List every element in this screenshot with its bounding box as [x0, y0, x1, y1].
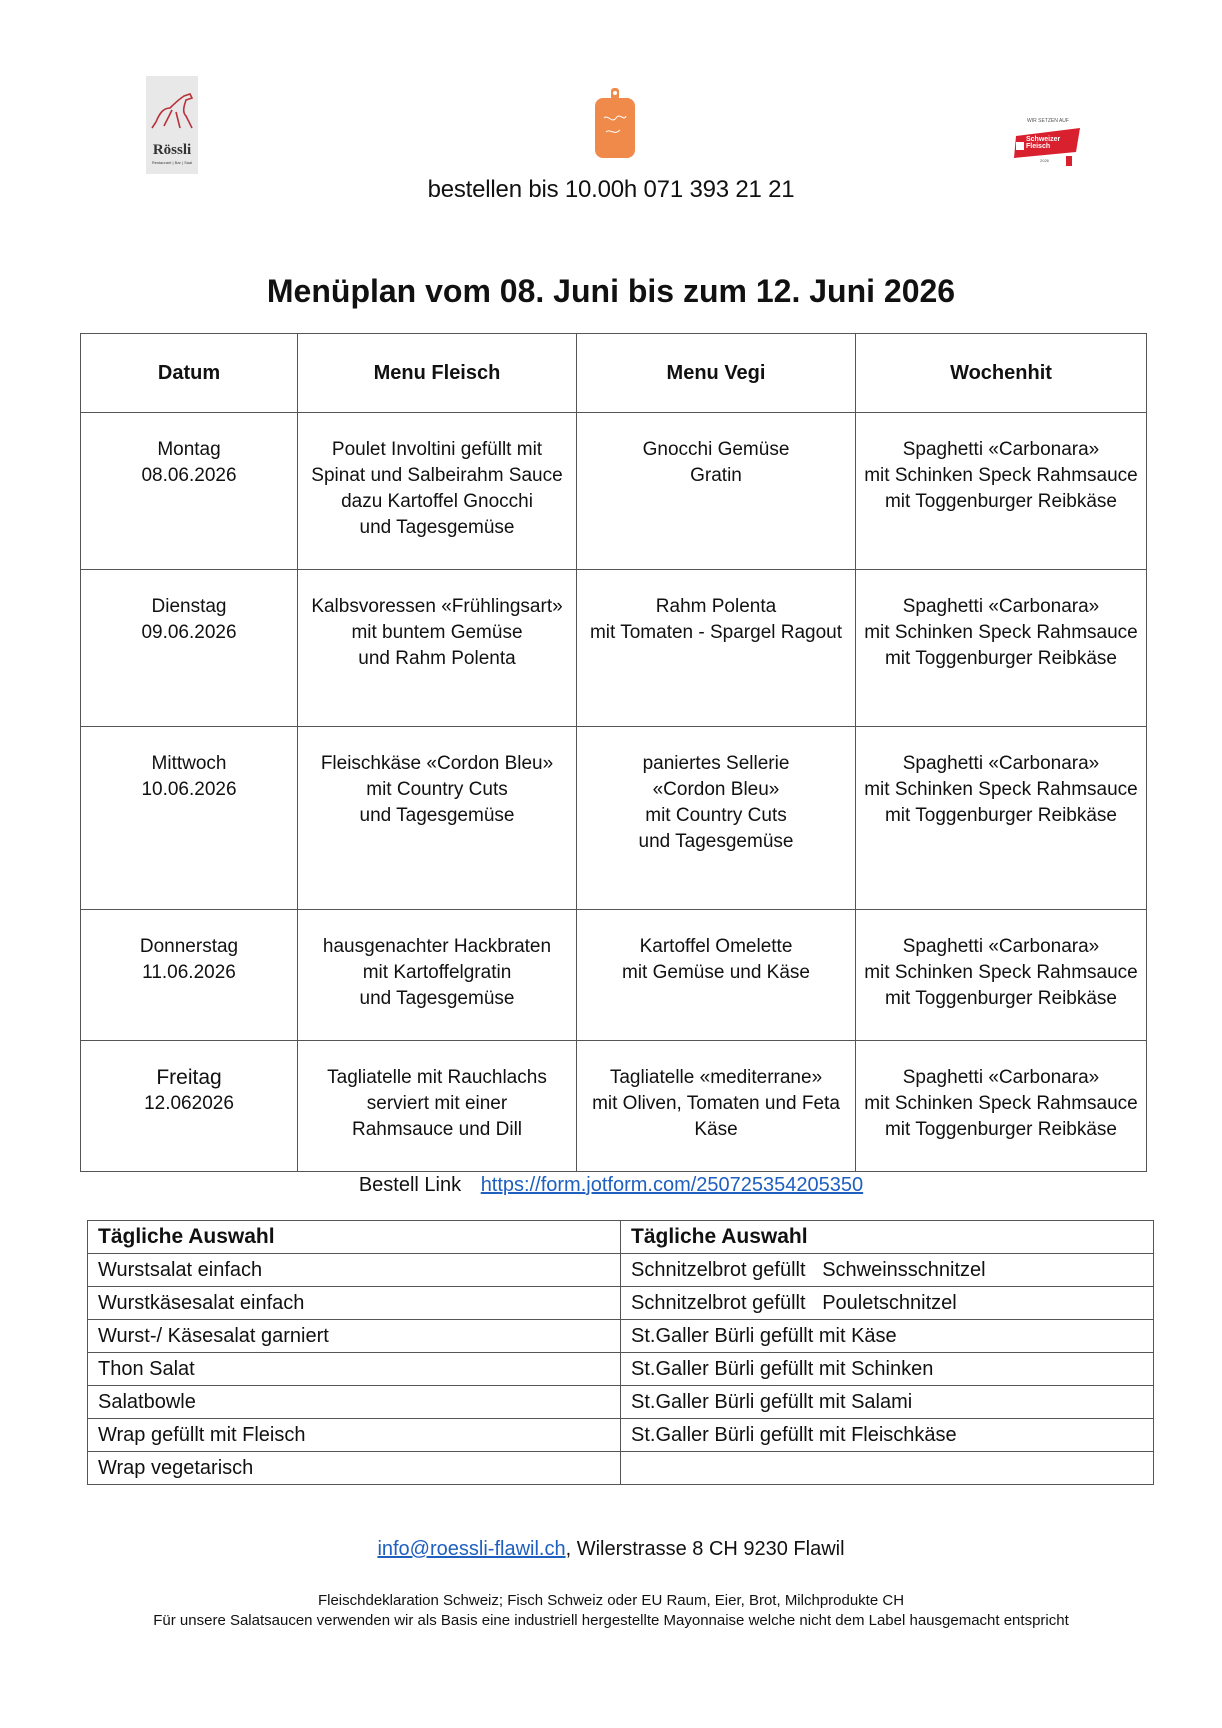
header-menu-vegi: Menu Vegi: [577, 334, 856, 413]
cell-line: Donnerstag: [139, 936, 239, 957]
cell-line: Spaghetti «Carbonara»: [902, 596, 1100, 617]
menu-wochenhit-cell: [856, 1041, 1147, 1172]
cell-line: mit Tomaten - Spargel Ragout: [589, 622, 843, 643]
cell-line: mit buntem Gemüse: [351, 622, 523, 643]
cell-line: Spinat und Salbeirahm Sauce: [311, 465, 563, 486]
daily-row: [88, 1254, 1154, 1287]
roessli-wordmark: Rössli: [152, 142, 192, 158]
schweizer-fleisch-label: [1010, 118, 1086, 168]
page-title: Menüplan vom 08. Juni bis zum 12. Juni 2026: [266, 273, 956, 309]
menu-row: [81, 727, 1147, 910]
menu-vegi-cell: [577, 910, 856, 1041]
daily-item-right: St.Galler Bürli gefüllt mit Salami: [621, 1386, 1154, 1419]
menu-header-row: [81, 334, 1147, 413]
cell-line: Tagliatelle «mediterrane»: [609, 1067, 823, 1088]
daily-item-right: St.Galler Bürli gefüllt mit Fleischkäse: [621, 1419, 1154, 1452]
daily-item-right: Schnitzelbrot gefüllt Schweinsschnitzel: [621, 1254, 1154, 1287]
cell-line: und Tagesgemüse: [359, 988, 515, 1009]
cell-line: Rahmsauce und Dill: [351, 1119, 523, 1140]
cell-line: 09.06.2026: [141, 622, 237, 643]
daily-row: [88, 1386, 1154, 1419]
cell-line: hausgenachter Hackbraten: [322, 936, 552, 957]
roessli-tagline: Restaurant | Bar | Saal: [151, 160, 193, 165]
cell-line: serviert mit einer: [366, 1093, 508, 1114]
daily-row: [88, 1287, 1154, 1320]
menu-fleisch-cell: [298, 570, 577, 727]
cell-line: mit Country Cuts: [366, 779, 508, 800]
cell-line: Gratin: [690, 465, 742, 486]
label-top-text: WIR SETZEN AUF: [1027, 118, 1069, 124]
daily-row: [88, 1353, 1154, 1386]
cell-line: Dienstag: [151, 596, 227, 617]
daily-item-left: Wrap vegetarisch: [88, 1452, 621, 1485]
menu-wochenhit-cell: [856, 910, 1147, 1041]
order-link[interactable]: https://form.jotform.com/250725354205350: [480, 1174, 864, 1196]
cell-line: mit Schinken Speck Rahmsauce: [864, 465, 1138, 486]
contact-email[interactable]: info@roessli-flawil.ch: [377, 1538, 566, 1560]
menu-row: [81, 1041, 1147, 1172]
cell-line: 10.06.2026: [141, 779, 237, 800]
cutting-board-logo: [592, 88, 638, 160]
menu-vegi-cell: [577, 1041, 856, 1172]
daily-item-left: Wrap gefüllt mit Fleisch: [88, 1419, 621, 1452]
daily-item-left: Wurst-/ Käsesalat garniert: [88, 1320, 621, 1353]
order-link-row: [0, 1174, 1222, 1197]
contact-line: [0, 1538, 1222, 1561]
daily-item-right: St.Galler Bürli gefüllt mit Schinken: [621, 1353, 1154, 1386]
cell-line: Spaghetti «Carbonara»: [902, 1067, 1100, 1088]
cell-line: 12.062026: [144, 1093, 234, 1114]
header-wochenhit: Wochenhit: [856, 334, 1147, 413]
menu-row: [81, 910, 1147, 1041]
menu-day-cell: [81, 910, 298, 1041]
cell-line: Rahm Polenta: [655, 596, 777, 617]
cell-line: Spaghetti «Carbonara»: [902, 439, 1100, 460]
daily-item-left: Wurstkäsesalat einfach: [88, 1287, 621, 1320]
cell-line: mit Toggenburger Reibkäse: [884, 648, 1117, 669]
cell-line: mit Schinken Speck Rahmsauce: [864, 622, 1138, 643]
order-link-label: Bestell Link: [358, 1174, 462, 1196]
menu-table: [80, 333, 1147, 1172]
menu-fleisch-cell: [298, 910, 577, 1041]
daily-item-left: Salatbowle: [88, 1386, 621, 1419]
menu-vegi-cell: [577, 727, 856, 910]
menu-vegi-cell: [577, 413, 856, 570]
cell-line: Poulet Involtini gefüllt mit: [331, 439, 543, 460]
daily-row: [88, 1452, 1154, 1485]
menu-wochenhit-cell: [856, 413, 1147, 570]
header-menu-fleisch: Menu Fleisch: [298, 334, 577, 413]
daily-header-right: Tägliche Auswahl: [621, 1221, 1154, 1254]
daily-item-left: Thon Salat: [88, 1353, 621, 1386]
menu-vegi-cell: [577, 570, 856, 727]
cell-line: Tagliatelle mit Rauchlachs: [327, 1067, 547, 1088]
cell-line: mit Toggenburger Reibkäse: [884, 988, 1117, 1009]
menu-day-cell: [81, 1041, 298, 1172]
horse-icon: [146, 82, 198, 142]
cell-line: und Rahm Polenta: [358, 648, 516, 669]
daily-item-right: St.Galler Bürli gefüllt mit Käse: [621, 1320, 1154, 1353]
cell-line: dazu Kartoffel Gnocchi: [341, 491, 533, 512]
cell-line: mit Gemüse und Käse: [622, 962, 810, 983]
cell-line: Kalbsvoressen «Frühlingsart»: [311, 596, 563, 617]
menu-day-cell: [81, 570, 298, 727]
menu-day-cell: [81, 413, 298, 570]
daily-row: [88, 1419, 1154, 1452]
menu-row: [81, 570, 1147, 727]
menu-fleisch-cell: [298, 727, 577, 910]
menu-day-cell: [81, 727, 298, 910]
daily-header-left: Tägliche Auswahl: [88, 1221, 621, 1254]
daily-item-left: Wurstsalat einfach: [88, 1254, 621, 1287]
cell-line: mit Country Cuts: [645, 805, 787, 826]
cell-line: mit Toggenburger Reibkäse: [884, 491, 1117, 512]
cell-line: Gnocchi Gemüse: [642, 439, 790, 460]
menu-row: [81, 413, 1147, 570]
cell-line: mit Schinken Speck Rahmsauce: [864, 1093, 1138, 1114]
menu-wochenhit-cell: [856, 570, 1147, 727]
footnote-mayonnaise: Für unsere Salatsaucen verwenden wir als Basis eine industriell hergestellte Mayonnaise welche nicht dem Label hausgemacht entspricht: [153, 1612, 1069, 1629]
contact-address: , Wilerstrasse 8 CH 9230 Flawil: [565, 1538, 845, 1560]
cell-line: Käse: [694, 1119, 738, 1140]
daily-row: [88, 1320, 1154, 1353]
cell-line: mit Schinken Speck Rahmsauce: [864, 779, 1138, 800]
cell-line: und Tagesgemüse: [638, 831, 794, 852]
cell-line: Spaghetti «Carbonara»: [902, 936, 1100, 957]
label-year: 2026: [1040, 158, 1049, 163]
order-deadline-phone: bestellen bis 10.00h 071 393 21 21: [427, 176, 795, 203]
cell-line: mit Kartoffelgratin: [362, 962, 512, 983]
header-datum: Datum: [81, 334, 298, 413]
cell-line: Montag: [157, 439, 221, 460]
daily-item-right: [621, 1452, 1154, 1485]
cell-line: Mittwoch: [151, 753, 227, 774]
cell-line: Freitag: [156, 1066, 222, 1089]
cell-line: mit Oliven, Tomaten und Feta: [592, 1093, 840, 1114]
daily-item-right: Schnitzelbrot gefüllt Pouletschnitzel: [621, 1287, 1154, 1320]
menu-wochenhit-cell: [856, 727, 1147, 910]
label-wordmark: Schweizer Fleisch: [1026, 136, 1061, 150]
daily-selection-table: [87, 1220, 1154, 1485]
roessli-logo: [146, 76, 198, 174]
cell-line: und Tagesgemüse: [359, 805, 515, 826]
cell-line: mit Toggenburger Reibkäse: [884, 1119, 1117, 1140]
cell-line: 08.06.2026: [141, 465, 237, 486]
cell-line: paniertes Sellerie: [642, 753, 790, 774]
cell-line: 11.06.2026: [142, 962, 236, 983]
cell-line: mit Toggenburger Reibkäse: [884, 805, 1117, 826]
cell-line: Spaghetti «Carbonara»: [902, 753, 1100, 774]
cell-line: Fleischkäse «Cordon Bleu»: [320, 753, 554, 774]
cell-line: Kartoffel Omelette: [639, 936, 793, 957]
footnote-origin: Fleischdeklaration Schweiz; Fisch Schweiz oder EU Raum, Eier, Brot, Milchprodukte CH: [317, 1592, 905, 1609]
cell-line: mit Schinken Speck Rahmsauce: [864, 962, 1138, 983]
menu-fleisch-cell: [298, 413, 577, 570]
menu-fleisch-cell: [298, 1041, 577, 1172]
daily-header-row: [88, 1221, 1154, 1254]
cell-line: und Tagesgemüse: [359, 517, 515, 538]
cell-line: «Cordon Bleu»: [652, 779, 780, 800]
